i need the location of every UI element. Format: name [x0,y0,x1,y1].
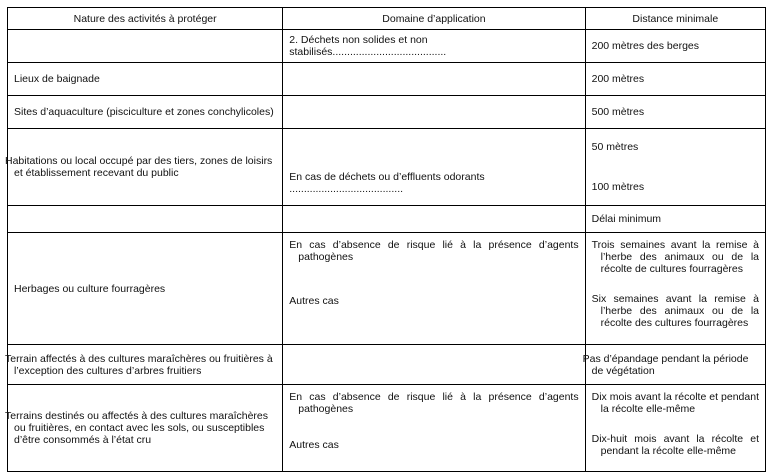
domaine-text-a: En cas d’absence de risque lié à la présence d’agents pathogènes [289,239,579,263]
domaine-text-b: Autres cas [289,439,339,451]
table-row [8,206,766,233]
cell-nature: Habitations ou local occupé par des tiers, zones de loisirs et établissement recevant du public [8,129,283,206]
cell-nature: Terrain affectés à des cultures maraîchères ou fruitières à l’exception des cultures d’arbres fruitiers [8,345,283,385]
regulation-table [7,7,766,472]
header-nature: Nature des activités à protéger [8,8,283,30]
distance-text-a: Trois semaines avant la remise à l’herbe des animaux ou de la récolte de cultures fourragères [591,239,759,275]
table-row [8,385,766,472]
cell-domaine [283,385,585,472]
domaine-text-a: En cas d’absence de risque lié à la présence d’agents pathogènes [289,391,579,415]
cell-distance: Pas d’épandage pendant la période de végétation [585,345,765,385]
cell-distance: 500 mètres [585,96,765,129]
distance-value-b: 100 mètres [591,181,645,193]
distance-text-b: Six semaines avant la remise à l’herbe des animaux ou de la récolte des cultures fourragères [591,293,759,329]
cell-domaine [283,233,585,345]
cell-nature: Terrains destinés ou affectés à des cultures maraîchères ou fruitières, en contact avec les sols, ou susceptibles d’être consommés à l’état cru [8,385,283,472]
distance-text-a: Dix mois avant la récolte et pendant la récolte elle-même [591,391,759,415]
header-row [8,8,766,30]
table-row [8,63,766,96]
cell-distance: 200 mètres des berges [585,30,765,63]
cell-nature [8,206,283,233]
cell-distance [585,129,765,206]
table-row [8,129,766,206]
cell-nature: Lieux de baignade [8,63,283,96]
cell-distance: 200 mètres [585,63,765,96]
table-row [8,30,766,63]
cell-nature [8,30,283,63]
domaine-text-b: Autres cas [289,295,339,307]
table-row [8,345,766,385]
distance-text-b: Dix-huit mois avant la récolte et pendant la récolte elle-même [591,433,759,457]
distance-value-a: 50 mètres [591,141,639,153]
cell-distance [585,385,765,472]
header-distance: Distance minimale [585,8,765,30]
cell-domaine: 2. Déchets non solides et non stabilisés....................................... [283,30,585,63]
table-row [8,233,766,345]
header-domaine: Domaine d’application [283,8,585,30]
cell-domaine [283,96,585,129]
cell-distance: Délai minimum [585,206,765,233]
cell-domaine [283,63,585,96]
table-row [8,96,766,129]
cell-nature: Herbages ou culture fourragères [8,233,283,345]
cell-domaine [283,206,585,233]
cell-domaine [283,345,585,385]
cell-nature: Sites d’aquaculture (pisciculture et zones conchylicoles) [8,96,283,129]
cell-distance [585,233,765,345]
cell-domaine: En cas de déchets ou d’effluents odorants ....................................... [283,129,585,206]
